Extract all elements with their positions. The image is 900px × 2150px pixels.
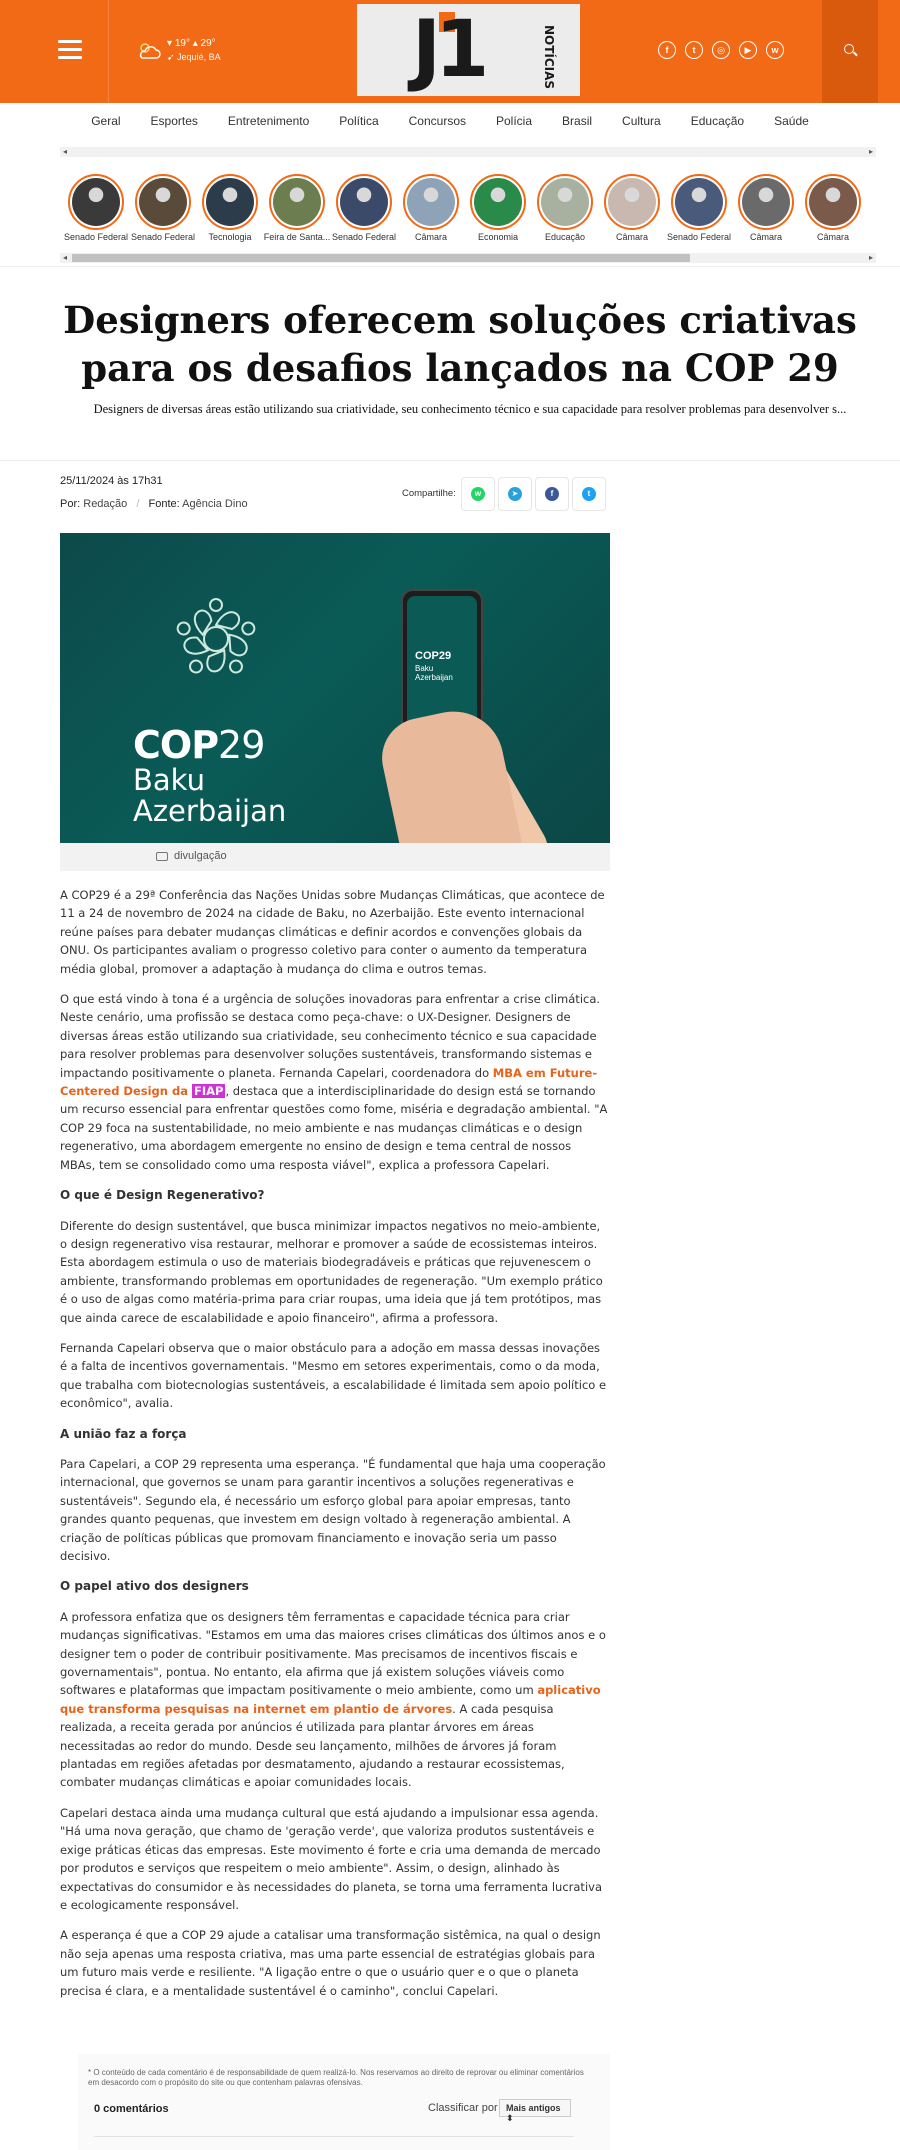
story-item[interactable] [531, 174, 599, 242]
story-label: Câmara [749, 232, 782, 242]
share-whatsapp-button[interactable] [461, 477, 495, 511]
story-thumbnail [742, 178, 790, 226]
hero-location-text: Baku Azerbaijan [133, 763, 287, 828]
by-label: Por: [60, 498, 81, 510]
sun-cloud-icon [136, 41, 162, 61]
story-thumbnail [273, 178, 321, 226]
article-paragraph: Fernanda Capelari observa que o maior obstáculo para a adoção em massa dessas inovações é a falta de incentivos governamentais. "Mesmo em setores experimentais, como o da moda, que trabalha com biotecnologias sustentáveis, a escalabilidade é limitada sem apoio político e econômico", avalia. [60, 1340, 607, 1411]
phone-location-text: Baku Azerbaijan [415, 664, 453, 682]
comments-disclaimer: * O conteúdo de cada comentário é de responsabilidade de quem realizá-lo. Nos reservamos ao direito de reprovar ou eliminar comentários em desacordo com o propósito do site ou que contenham palavras ofensivas. [88, 2068, 584, 2087]
story-thumbnail [809, 178, 857, 226]
story-label: Feira de Santa... [263, 232, 331, 242]
image-caption: divulgação [60, 843, 610, 871]
article-byline: Por: Redação / Fonte: Agência Dino [60, 498, 248, 510]
article-title: Designers oferecem soluções criativas para os desafios lançados na COP 29 [63, 298, 857, 390]
mba-link[interactable]: MBA em Future-Centered Design da FIAP [60, 1065, 598, 1099]
story-item[interactable] [263, 174, 331, 242]
stories-scrollbar[interactable] [60, 253, 876, 263]
nav-scrollbar[interactable] [60, 147, 876, 157]
sort-label: Classificar por [428, 2102, 498, 2114]
twitter-icon[interactable]: t [685, 41, 703, 59]
search-icon [844, 44, 854, 54]
story-thumbnail [139, 178, 187, 226]
facebook-icon[interactable]: f [658, 41, 676, 59]
story-label: Economia [477, 232, 519, 242]
nav-item-politica[interactable]: Política [339, 114, 379, 128]
article-paragraph: A esperança é que a COP 29 ajude a catalisar uma transformação sistêmica, na qual o design não seja apenas uma resposta criativa, mas uma parte essencial de estratégias globais para um futuro mais verde e resiliente. "A ligação entre o que o usuário quer e o que o planeta precisa é clara, e a mentalidade sustentável é o caminho", conclui Capelari. [60, 1928, 601, 1998]
telegram-icon: ➤ [508, 487, 522, 501]
hamburger-menu-button[interactable] [58, 40, 82, 60]
comments-divider [94, 2136, 574, 2137]
article-body [60, 886, 610, 2012]
header-divider [108, 0, 109, 103]
hero-cop-text: COP29 [133, 723, 265, 767]
story-thumbnail [474, 178, 522, 226]
story-label: Câmara [615, 232, 648, 242]
scrollbar-thumb[interactable] [72, 254, 690, 262]
article-date: 25/11/2024 às 17h31 [60, 475, 163, 487]
site-logo[interactable] [357, 4, 580, 96]
nav-item-saude[interactable]: Saúde [774, 114, 809, 128]
article-paragraph: Diferente do design sustentável, que busca minimizar impactos negativos no meio-ambiente, o design regenerativo visa restaurar, melhorar e promover a saúde de ecossistemas inteiros. Esta abordagem estimula o uso de materiais biodegradáveis e práticas que rejuvenescem o ambiente, transformando problemas em oportunidades de regeneração. "Um exemplo prático é o uso de algas como matéria-prima para criar roupas, uma ideia que já tem protótipos, mas que ainda carece de escalabilidade e apoio financeiro", afirma a professora. [60, 1218, 603, 1325]
hand-shape [375, 702, 526, 843]
nav-item-entretenimento[interactable]: Entretenimento [227, 114, 310, 128]
article-paragraph: O que está vindo à tona é a urgência de soluções inovadoras para enfrentar a crise climática. Neste cenário, uma profissão se destaca como peça-chave: o UX-Designer. Designers de diversas áreas estão utilizando sua criatividade, seu conhecimento técnico e sua capacidade para resolver problemas para desenvolver soluções sustentáveis, transformando sistemas e impactando positivamente o planeta. Fernanda Capelari, coordenadora do MBA em Future-Centered Design da FIAP , destaca que a interdisciplinaridade do design está se tornando um recurso essencial para enfrentar questões como fome, miséria e degradação ambiental. "A COP 29 foca na sustentabilidade, no meio ambiente e nas mudanças climáticas e o design regenerativo, uma abordagem emergente no ensino de design e tema central de nossos MBAs, tem se consolidado como uma resposta viável", explica a professora Capelari. [60, 992, 608, 1172]
facebook-icon: f [545, 487, 559, 501]
story-thumbnail [675, 178, 723, 226]
story-label: Senado Federal [331, 232, 397, 242]
logo-mark: J1 [412, 5, 484, 95]
tree-app-link[interactable]: aplicativo que transforma pesquisas na internet em plantio de árvores [60, 1683, 601, 1716]
instagram-icon[interactable]: ◎ [712, 41, 730, 59]
scroll-right-arrow[interactable]: ▸ [868, 253, 873, 262]
section-heading: A união faz a força [60, 1426, 187, 1441]
story-item[interactable] [397, 174, 465, 242]
whatsapp-icon: w [471, 487, 485, 501]
comments-section [78, 2054, 610, 2150]
story-label: Câmara [414, 232, 447, 242]
site-header [0, 0, 900, 103]
camera-icon [156, 852, 168, 861]
story-item[interactable] [799, 174, 867, 242]
nav-item-cultura[interactable]: Cultura [622, 114, 661, 128]
story-item[interactable] [598, 174, 666, 242]
section-heading: O que é Design Regenerativo? [60, 1188, 265, 1203]
nav-item-educacao[interactable]: Educação [690, 114, 745, 128]
story-thumbnail [608, 178, 656, 226]
whatsapp-icon[interactable]: w [766, 41, 784, 59]
story-label: Câmara [816, 232, 849, 242]
article-paragraph: A professora enfatiza que os designers têm ferramentas e capacidade técnica para criar mudanças significativas. "Estamos em uma das maiores crises climáticas dos últimos anos e o designer tem o poder de contribuir positivamente. Mas precisamos de incentivos fiscais e governamentais", pontua. No entanto, ela afirma que já existem soluções viáveis como softwares e plataformas que impactam positivamente o meio ambiente, como um aplicativo que transforma pesquisas na internet em plantio de árvores. A cada pesquisa realizada, a receita gerada por anúncios é utilizada para plantar árvores em áreas necessitadas ao redor do mundo. Desde seu lançamento, milhões de árvores já foram plantadas em regiões afetadas por desmatamento, ajudando a restaurar ecossistemas, combater mudanças climáticas e apoiar comunidades locais. [60, 1609, 606, 1790]
share-twitter-button[interactable] [572, 477, 606, 511]
story-item[interactable] [196, 174, 264, 242]
story-thumbnail [206, 178, 254, 226]
story-label: Senado Federal [63, 232, 129, 242]
logo-side-text: NOTÍCIAS [542, 24, 557, 90]
article-paragraph: Capelari destaca ainda uma mudança cultural que está ajudando a impulsionar essa agenda. "Há uma nova geração, que chamo de 'geração verde', que valoriza produtos sustentáveis e exige práticas éticas das empresas. Este movimento é forte e cria uma demanda de mercado por produtos e serviços que respeitem o meio ambiente". Assim, o design, alinhado às expectativas do consumidor e às necessidades do planeta, se torna uma ferramenta lucrativa e ecologicamente responsável. [60, 1805, 602, 1912]
story-label: Educação [544, 232, 586, 242]
phone-cop-text: COP29 [415, 650, 452, 662]
story-item[interactable] [330, 174, 398, 242]
share-label: Compartilhe: [402, 488, 456, 499]
source: Agência Dino [182, 498, 248, 510]
comments-count: 0 comentários [94, 2103, 169, 2115]
section-divider [0, 460, 900, 461]
nav-item-policia[interactable]: Polícia [496, 114, 533, 128]
story-thumbnail [72, 178, 120, 226]
story-thumbnail [541, 178, 589, 226]
section-divider [0, 266, 900, 267]
weather-city: ➹ Jequié, BA [167, 52, 221, 62]
nav-item-esportes[interactable]: Esportes [150, 114, 198, 128]
social-links [658, 41, 784, 59]
article-hero-image [60, 533, 610, 843]
story-item[interactable] [62, 174, 130, 242]
author: Redação [83, 498, 128, 510]
article-subtitle: Designers de diversas áreas estão utilizando sua criatividade, seu conhecimento técnico e sua capacidade para resolver problemas para desenvolver s... [93, 402, 847, 416]
share-facebook-button[interactable] [535, 477, 569, 511]
story-label: Tecnologia [208, 232, 252, 242]
scroll-right-arrow[interactable]: ▸ [868, 147, 873, 156]
story-label: Senado Federal [130, 232, 196, 242]
scroll-left-arrow[interactable]: ◂ [62, 253, 67, 262]
scroll-left-arrow[interactable]: ◂ [62, 147, 67, 156]
search-button[interactable] [822, 0, 878, 103]
twitter-icon: t [582, 487, 596, 501]
source-label: Fonte: [148, 498, 180, 510]
story-item[interactable] [732, 174, 800, 242]
story-item[interactable] [464, 174, 532, 242]
story-item[interactable] [665, 174, 733, 242]
story-thumbnail [340, 178, 388, 226]
stories-carousel [62, 174, 874, 244]
story-label: Senado Federal [666, 232, 732, 242]
nav-item-brasil[interactable]: Brasil [562, 114, 593, 128]
category-nav [0, 114, 900, 134]
youtube-icon[interactable]: ▶ [739, 41, 757, 59]
article-paragraph: A COP29 é a 29ª Conferência das Nações Unidas sobre Mudanças Climáticas, que acontece de 11 a 24 de novembro de 2024 na cidade de Baku, no Azerbaijão. Este evento internacional reúne países para debater mudanças climáticas e definir acordos e convenções globais da ONU. Os participantes avaliam o progresso coletivo para conter o aumento da temperatura média global, promover a adaptação à mudança do clima e outros temas. [60, 888, 605, 976]
article-paragraph: Para Capelari, a COP 29 representa uma esperança. "É fundamental que haja uma cooperação internacional, que governos se unam para garantir incentivos a soluções regenerativas e sustentáveis". Segundo ela, é necessário um esforço global para apoiar empresas, tanto grandes quanto pequenas, que investem em design voltado à regeneração ambiental. A criação de políticas públicas que promovam financiamento e inovação seria um passo decisivo. [60, 1456, 606, 1563]
weather-temps: ▾ 19° ▴ 29° [167, 38, 216, 49]
cop29-emblem-icon [160, 583, 272, 695]
section-heading: O papel ativo dos designers [60, 1579, 249, 1594]
story-thumbnail [407, 178, 455, 226]
story-item[interactable] [129, 174, 197, 242]
share-telegram-button[interactable] [498, 477, 532, 511]
sort-select[interactable]: Mais antigos ⬍ [499, 2099, 571, 2117]
nav-item-concursos[interactable]: Concursos [408, 114, 466, 128]
nav-item-geral[interactable]: Geral [91, 114, 121, 128]
